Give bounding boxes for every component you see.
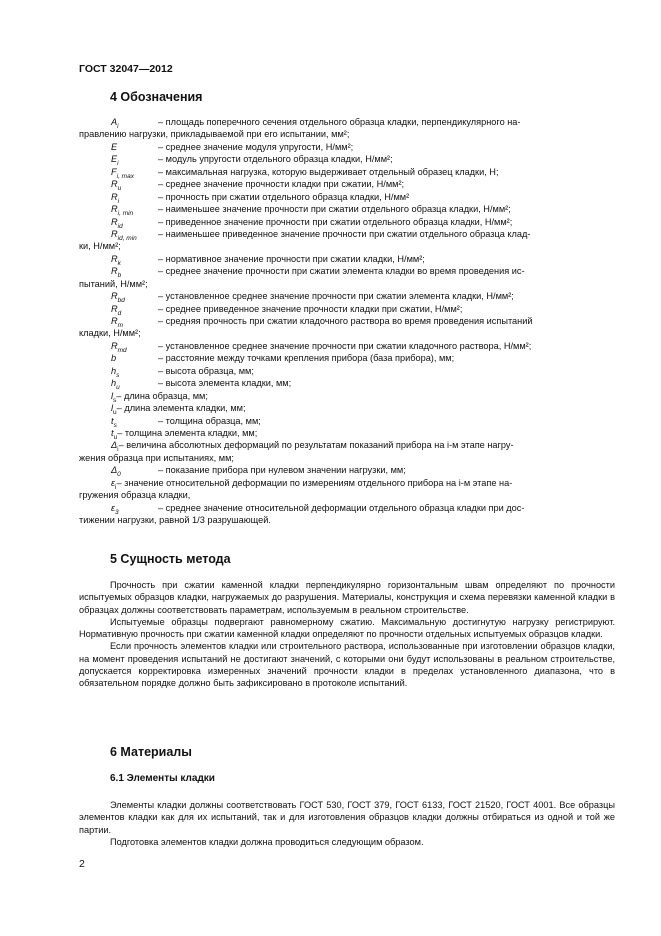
page-number: 2	[79, 858, 85, 870]
symbol-letter: R	[111, 316, 118, 326]
symbol-subscript: u	[113, 433, 118, 441]
symbol-subscript: 3	[115, 508, 119, 516]
section-6-1-body	[79, 799, 615, 848]
symbol	[111, 265, 122, 280]
symbol-description: – среднее значение прочности кладки при сжатии, Н/мм²;	[158, 179, 405, 190]
symbol	[111, 153, 119, 168]
symbol-subscript: i	[115, 483, 117, 491]
symbol-description: – толщина элемента кладки, мм;	[117, 427, 258, 438]
symbol-letter: R	[111, 303, 118, 314]
symbol-description: – прочность при сжатии отдельного образца кладки, Н/мм²	[158, 191, 410, 202]
symbol-description: – толщина образца, мм;	[158, 415, 261, 426]
symbol-subscript: b	[117, 272, 122, 280]
symbol-row	[79, 365, 613, 377]
symbol-description: – средняя прочность при сжатии кладочного раствора во время проведения испытаний	[158, 316, 533, 326]
symbol	[111, 365, 119, 377]
symbol-row	[79, 228, 613, 240]
paragraph: Подготовка элементов кладки должна проводиться следующим образом.	[110, 836, 424, 847]
symbol-letter: R	[111, 253, 118, 264]
symbol-description: – модуль упругости отдельного образца кладки, Н/мм²;	[158, 154, 393, 165]
symbol	[111, 340, 127, 352]
symbol-letter: h	[111, 365, 117, 376]
symbol-letter: Δ	[111, 465, 118, 476]
symbol: ε	[111, 477, 116, 488]
symbol-row	[79, 303, 613, 315]
symbol-description-continued: жения образца при испытаниях, мм;	[79, 452, 234, 463]
symbol-inline	[111, 402, 246, 414]
symbol-row	[79, 253, 613, 265]
symbol-subscript: s	[113, 421, 117, 429]
symbol-subscript: s	[116, 371, 120, 379]
symbol	[111, 141, 117, 153]
symbol-inline	[111, 477, 512, 489]
symbol-letter: ε	[111, 502, 116, 513]
symbol	[111, 464, 121, 479]
symbol-description-continued: пытаний, Н/мм²;	[79, 278, 148, 289]
paragraph: Прочность при сжатии каменной кладки перпендикулярно горизонтальным швам определяют по прочности испытуемых образцов кладки, нагружаемых до разрушения. Материалы, конструкция и схема перевязки каменной кладки в образцах должны соответствовать параметрам, используемым в реальном строительстве.	[79, 580, 615, 615]
symbol	[111, 352, 116, 364]
symbol	[111, 253, 121, 265]
symbol-letter: b	[111, 353, 117, 364]
symbol-row	[79, 390, 613, 402]
symbol-row	[79, 178, 613, 193]
symbol-letter: R	[111, 291, 118, 302]
symbol-row	[79, 464, 613, 479]
symbol	[111, 178, 122, 193]
symbol-row	[79, 128, 613, 140]
symbol-description: – среднее значение прочности при сжатии элемента кладки во время проведения ис-	[158, 266, 525, 277]
symbol-row	[79, 166, 613, 178]
symbol-description: – высота элемента кладки, мм;	[158, 378, 292, 389]
symbol: t	[111, 427, 114, 438]
symbol-row	[79, 514, 613, 526]
symbol-letter: R	[111, 216, 118, 227]
symbol-row	[79, 278, 613, 290]
symbol-description: – среднее значение модуля упругости, Н/мм²;	[158, 141, 354, 152]
symbol-description: – максимальная нагрузка, которую выдерживает отдельный образец кладки, Н;	[158, 166, 499, 177]
symbol-row	[79, 265, 613, 280]
symbol	[111, 377, 120, 392]
symbol-subscript: md	[117, 346, 127, 354]
document-header: ГОСТ 32047—2012	[79, 63, 173, 75]
symbol: Δ	[111, 440, 118, 451]
symbol-row	[79, 427, 613, 439]
symbol-row	[79, 203, 613, 215]
symbol	[111, 290, 125, 302]
symbol-subscript: u	[116, 384, 120, 392]
symbol-row	[79, 315, 613, 327]
symbol	[111, 203, 133, 215]
symbol-row	[79, 290, 613, 302]
symbol-subscript: i	[117, 122, 119, 130]
symbol-subscript: u	[117, 185, 122, 193]
symbol-subscript: u	[113, 408, 117, 416]
symbol-subscript: d	[117, 309, 122, 317]
symbol: l	[111, 390, 114, 401]
symbol-description: – нормативное значение прочности при сжатии кладки, Н/мм²;	[158, 253, 425, 264]
symbol: l	[111, 403, 114, 414]
symbol-inline	[111, 390, 208, 402]
symbol-row	[79, 402, 613, 414]
symbol-subscript: id, min	[117, 234, 137, 242]
symbol	[111, 116, 119, 128]
symbol-description: – среднее значение относительной деформации отдельного образца кладки при дос-	[158, 502, 525, 513]
symbol-description: – значение относительной деформации по измерениям отдельного прибора на i-м этапе на-	[116, 477, 513, 488]
paragraph: Элементы кладки должны соответствовать ГОСТ 530, ГОСТ 379, ГОСТ 6133, ГОСТ 21520, ГОСТ 4001. Все образцы элементов кладки как для их испытаний, так и для изготовления образцов кладки должны отбираться из одной и той же партии.	[79, 800, 615, 835]
symbol-description: – наименьшее приведенное значение прочности при сжатии отдельного образца клад-	[158, 228, 531, 239]
symbol-description: – среднее приведенное значение прочности кладки при сжатии, Н/мм²;	[158, 303, 463, 314]
symbol-subscript: i	[117, 446, 119, 454]
symbol-inline	[111, 439, 514, 454]
symbol-letter: t	[111, 415, 114, 426]
section-6-1-title: 6.1 Элементы кладки	[110, 773, 215, 784]
symbol-row	[79, 489, 613, 501]
symbol-letter: E	[111, 154, 118, 165]
paragraph: Испытуемые образцы подвергают равномерному сжатию. Максимальную достигнутую нагрузку регистрируют. Нормативную прочность при сжатии каменной кладки определяют по прочности отдельных испытуемых образцов кладки.	[79, 616, 615, 640]
symbol-letter: R	[111, 204, 118, 215]
symbol-row	[79, 502, 613, 514]
symbol-letter: A	[111, 117, 118, 127]
symbol-subscript: m	[117, 321, 124, 329]
symbol-letter: h	[111, 378, 117, 389]
symbol-description: – наименьшее значение прочности при сжатии отдельного образца кладки, Н/мм²;	[158, 204, 511, 215]
symbol	[111, 415, 117, 427]
symbol-description: – установленное среднее значение прочности при сжатии элемента кладки, Н/мм²;	[158, 291, 514, 302]
symbol-description-continued: правлению нагрузки, прикладываемой при его испытании, мм²;	[79, 129, 350, 140]
symbol-subscript: i	[117, 197, 120, 205]
symbol-row	[79, 191, 613, 203]
symbol-subscript: id	[117, 222, 123, 230]
symbol-row	[79, 141, 613, 153]
symbol-inline	[111, 427, 257, 439]
symbol-row	[79, 216, 613, 228]
symbol-row	[79, 452, 613, 464]
symbol-row	[79, 240, 613, 252]
symbol-letter: R	[111, 179, 118, 190]
symbol-row	[79, 153, 613, 168]
symbol-subscript: i	[117, 160, 119, 168]
symbol-description-continued: гружения образца кладки,	[79, 490, 191, 501]
section-5-title: 5 Сущность метода	[110, 552, 231, 566]
symbol-letter: E	[111, 141, 118, 152]
symbol-row	[79, 377, 613, 392]
symbol-letter: R	[111, 228, 118, 239]
symbol-description: – площадь поперечного сечения отдельного образца кладки, перпендикулярного на-	[158, 117, 521, 127]
symbol-description-continued: ки, Н/мм²;	[79, 241, 121, 252]
symbol-letter: F	[111, 166, 117, 177]
symbol-row	[79, 340, 613, 352]
symbol-description: – величина абсолютных деформаций по результатам показаний прибора на i-м этапе нагру-	[118, 440, 514, 451]
symbol-subscript: i, min	[117, 209, 134, 217]
symbol-description-continued: тижении нагрузки, равной 1/3 разрушающей.	[79, 515, 271, 525]
symbol-description: – показание прибора при нулевом значении нагрузки, мм;	[158, 465, 406, 476]
symbol	[111, 502, 119, 514]
symbol-description: – расстояние между точками крепления прибора (база прибора), мм;	[158, 353, 455, 364]
symbol	[111, 216, 123, 228]
section-5-body	[79, 579, 615, 690]
symbols-list	[79, 116, 613, 526]
symbol-row	[79, 327, 613, 339]
symbol-row	[79, 415, 613, 427]
symbol-description: – высота образца, мм;	[158, 365, 254, 376]
symbol-subscript: k	[117, 259, 121, 267]
section-6-title: 6 Материалы	[110, 745, 192, 759]
symbol-subscript: i, max	[116, 172, 134, 180]
symbol	[111, 315, 123, 327]
symbol	[111, 228, 137, 240]
symbol-description: – длина элемента кладки, мм;	[116, 403, 246, 414]
symbol-letter: R	[111, 191, 118, 202]
symbol-row	[79, 439, 613, 454]
symbol	[111, 303, 121, 315]
symbol-letter: R	[111, 340, 118, 351]
symbol-description: – приведенное значение прочности при сжатии отдельного образца кладки, Н/мм²;	[158, 216, 513, 227]
symbol-row	[79, 477, 613, 489]
symbol-description: – длина образца, мм;	[116, 390, 208, 401]
symbol-row	[79, 352, 613, 364]
symbol-row	[79, 116, 613, 128]
symbol-description: – установленное среднее значение прочности при сжатии кладочного раствора, Н/мм²;	[158, 340, 532, 351]
symbol-letter: R	[111, 266, 118, 277]
symbol-subscript: s	[113, 396, 117, 404]
symbol	[111, 166, 134, 178]
symbol-subscript: bd	[117, 296, 125, 304]
section-4-title: 4 Обозначения	[110, 90, 203, 104]
symbol-description-continued: кладки, Н/мм²;	[79, 328, 141, 339]
paragraph: Если прочность элементов кладки или строительного раствора, использованные при изготовлении образцов кладки, на момент проведения испытаний не достигают значений, с которыми они будут использованы в реальном строительстве, допускается корректировка измеренных значений прочности кладки в пределах установленного диапазона, что в обязательном порядке должно быть зафиксировано в протоколе испытаний.	[79, 641, 615, 689]
symbol	[111, 191, 119, 203]
symbol-subscript: 0	[117, 471, 121, 479]
